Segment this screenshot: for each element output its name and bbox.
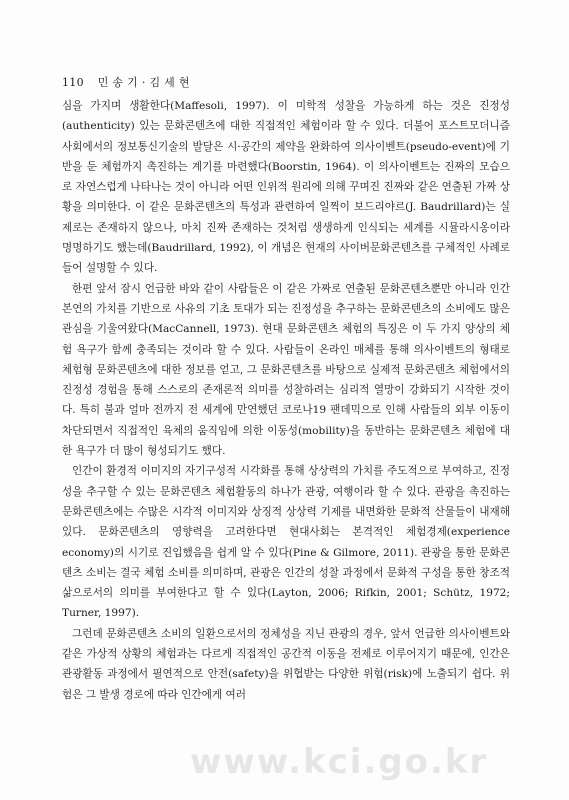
page-number: 110 (62, 76, 84, 89)
body-text (62, 96, 510, 705)
paragraph-1: 심을 가지며 생활한다(Maffesoli, 1997). 이 미학적 성찰을 가능하게 하는 것은 진정성(authenticity) 있는 문화콘텐츠에 대한 직접적인 체험이라 할 수 있다. 더불어 포스트모더니즘 사회에서의 정보통신기술의 발달은 시·공간의 제약을 완화하여 의사이벤트(pseudo-event)에 기반을 둔 체험까지 촉진하는 계기를 마련했다(Boorstin, 1964). 이 의사이벤트는 진짜의 모습으로 자연스럽게 나타나는 것이 아니라 어떤 인위적 원리에 의해 꾸며진 진짜와 같은 연출된 가짜 상황을 의미한다. 이 같은 문화콘텐츠의 특성과 관련하여 일찍이 보드리야르(J. Baudrillard)는 실제로는 존재하지 않으나, 마치 진짜 존재하는 것처럼 생생하게 인식되는 세계를 시뮬라시옹이라 명명하기도 했는데(Baudrillard, 1992), 이 개념은 현재의 사이버문화콘텐츠를 구체적인 사례로 들어 설명할 수 있다. (62, 100, 510, 275)
watermark: www.kci.go.kr (190, 742, 489, 782)
author-names: 민 송 기 · 김 세 현 (97, 76, 190, 89)
running-header (62, 74, 190, 90)
paragraph-2: 한편 앞서 잠시 언급한 바와 같이 사람들은 이 같은 가짜로 연출된 문화콘텐츠뿐만 아니라 인간 본연의 가치를 기반으로 사유의 기초 토대가 되는 진정성을 추구하는 문화콘텐츠의 소비에도 많은 관심을 기울여왔다(MacCannell, 1973). 현대 문화콘텐츠 체험의 특징은 이 두 가지 양상의 체험 욕구가 함께 충족되는 것이라 할 수 있다. 사람들이 온라인 매체를 통해 의사이벤트의 형태로 체험형 문화콘텐츠에 대한 정보를 얻고, 그 문화콘텐츠를 바탕으로 실제적 문화콘텐츠 체험에서의 진정성 경험을 통해 스스로의 존재론적 의미를 성찰하려는 심리적 열망이 강화되기 시작한 것이다. 특히 불과 얼마 전까지 전 세계에 만연했던 코로나19 팬데믹으로 인해 사람들의 외부 이동이 차단되면서 직접적인 육체의 움직임에 의한 이동성(mobility)을 동반하는 문화콘텐츠 체험에 대한 욕구가 더 많이 형성되기도 했다. (62, 282, 510, 458)
paragraph-3: 인간이 환경적 이미지의 자기구성적 시각화를 통해 상상력의 가치를 주도적으로 부여하고, 진정성을 추구할 수 있는 문화콘텐츠 체험활동의 하나가 관광, 여행이라 할 수 있다. 관광을 촉진하는 문화콘텐츠에는 수많은 시각적 이미지와 상징적 상상력 기제를 내면화한 문화적 산물들이 내재해 있다. 문화콘텐츠의 영향력을 고려한다면 현대사회는 본격적인 체험경제(experience economy)의 시기로 진입했음을 쉽게 알 수 있다(Pine & Gilmore, 2011). 관광을 통한 문화콘텐츠 소비는 결국 체험 소비를 의미하며, 관광은 인간의 성찰 과정에서 문화적 구성을 통한 창조적 삶으로서의 의미를 부여한다고 할 수 있다(Layton, 2006; Rifkin, 2001; Schütz, 1972; Turner, 1997). (62, 465, 510, 620)
paragraph-4: 그런데 문화콘텐츠 소비의 일환으로서의 정체성을 지닌 관광의 경우, 앞서 언급한 의사이벤트와 같은 가상적 상황의 체험과는 다르게 직접적인 공간적 이동을 전제로 이루어지기 때문에, 인간은 관광활동 과정에서 필연적으로 안전(safety)을 위협받는 다양한 위험(risk)에 노출되기 쉽다. 위험은 그 발생 경로에 따라 인간에게 여러 (62, 627, 510, 701)
